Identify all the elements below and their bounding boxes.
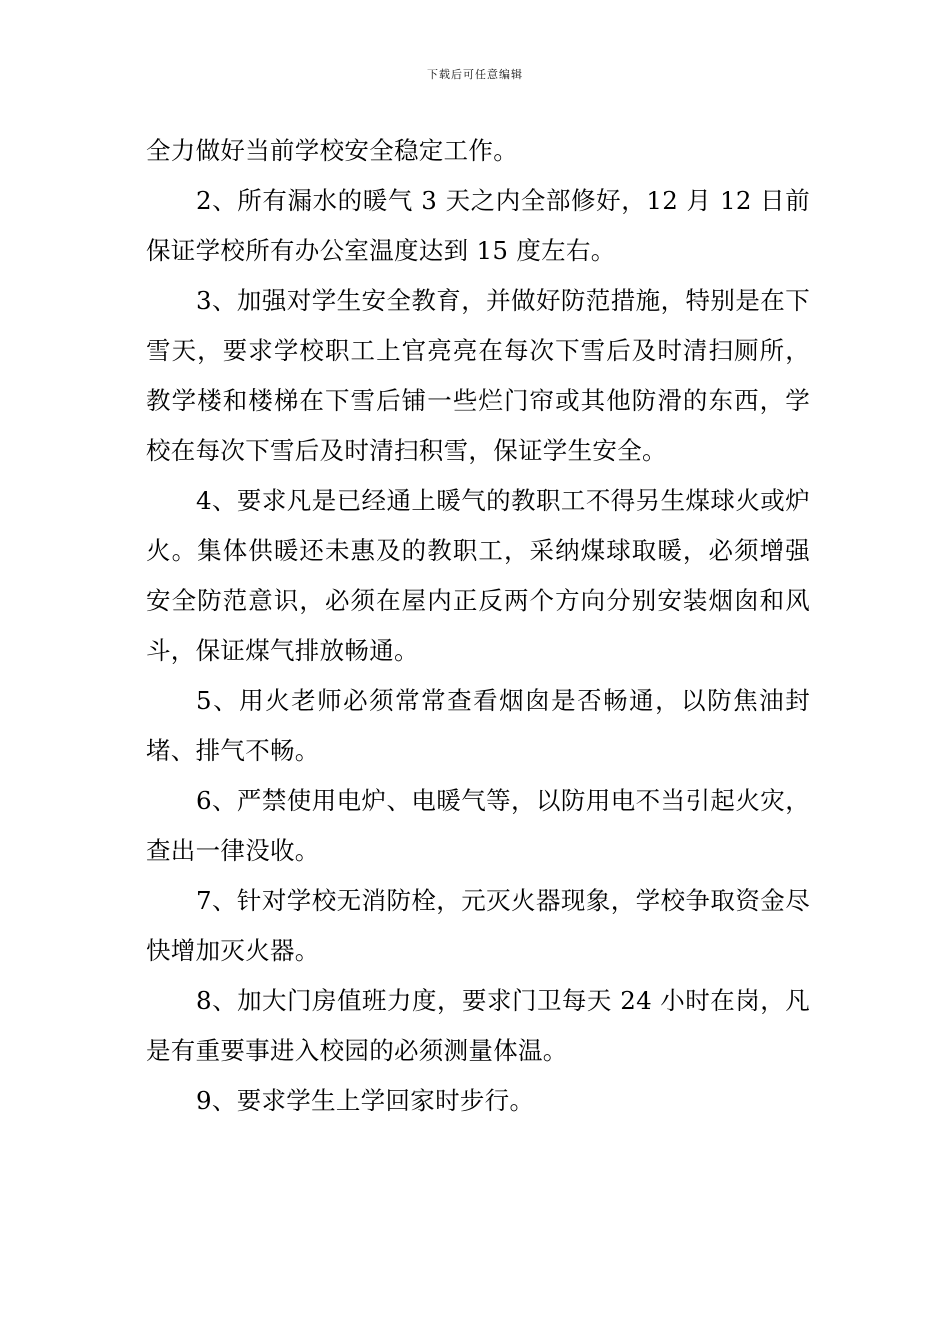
- paragraph-continuation: 全力做好当前学校安全稳定工作。: [146, 136, 518, 165]
- paragraph-item-9: 9、要求学生上学回家时步行。: [196, 1086, 535, 1115]
- document-body: [146, 126, 810, 1126]
- paragraph-item-5: 5、用火老师必须常常查看烟囱是否畅通，以防焦油封堵、排气不畅。: [146, 686, 810, 765]
- paragraph-item-3: 3、加强对学生安全教育，并做好防范措施，特别是在下雪天，要求学校职工上官亮亮在每次下雪后及时清扫厕所，教学楼和楼梯在下雪后铺一些烂门帘或其他防滑的东西，学校在每次下雪后及时清扫积雪，保证学生安全。: [146, 286, 810, 465]
- paragraph-item-4: 4、要求凡是已经通上暖气的教职工不得另生煤球火或炉火。集体供暖还未惠及的教职工，采纳煤球取暖，必须增强安全防范意识，必须在屋内正反两个方向分别安装烟囱和风斗，保证煤气排放畅通。: [146, 486, 810, 665]
- paragraph-item-8: 8、加大门房值班力度，要求门卫每天 24 小时在岗，凡是有重要事进入校园的必须测量体温。: [146, 986, 810, 1065]
- paragraph-item-2: 2、所有漏水的暖气 3 天之内全部修好，12 月 12 日前保证学校所有办公室温度达到 15 度左右。: [146, 186, 810, 265]
- page-header-note: 下载后可任意编辑: [427, 68, 523, 81]
- paragraph-item-6: 6、严禁使用电炉、电暖气等，以防用电不当引起火灾，查出一律没收。: [146, 786, 810, 865]
- paragraph-item-7: 7、针对学校无消防栓，元灭火器现象，学校争取资金尽快增加灭火器。: [146, 886, 810, 965]
